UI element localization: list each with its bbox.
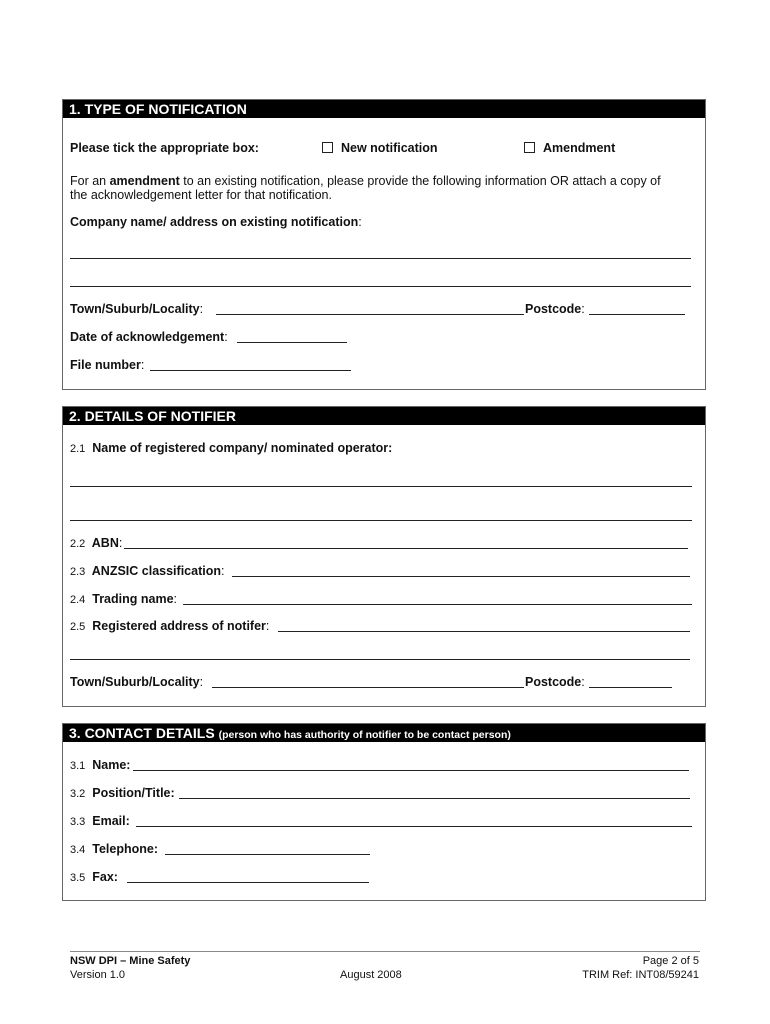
footer-rule xyxy=(70,951,700,952)
town-label-s2: Town/Suburb/Locality: xyxy=(70,675,204,689)
amendment-checkbox[interactable] xyxy=(524,142,535,153)
section-2-heading: 2. DETAILS OF NOTIFIER xyxy=(63,407,705,425)
town-label-s1: Town/Suburb/Locality: xyxy=(70,302,204,316)
footer-trim-ref: TRIM Ref: INT08/59241 xyxy=(582,969,699,981)
registered-address-label: 2.5 Registered address of notifer: xyxy=(70,619,270,633)
postcode-label-s1: Postcode: xyxy=(525,302,585,316)
company-address-line-2[interactable] xyxy=(70,286,691,287)
postcode-field-s2[interactable] xyxy=(589,687,672,688)
date-acknowledgement-field[interactable] xyxy=(237,342,347,343)
section-contact-details xyxy=(62,723,706,901)
date-acknowledgement-label: Date of acknowledgement: xyxy=(70,330,228,344)
company-address-label: Company name/ address on existing notification: xyxy=(70,215,362,229)
registered-company-label: 2.1 Name of registered company/ nominated operator: xyxy=(70,441,393,455)
amendment-instructions: For an amendment to an existing notification, please provide the following information OR attach a copy of the acknowledgement letter for that notification. xyxy=(70,174,661,202)
fax-field[interactable] xyxy=(127,882,369,883)
section-3-subheading: (person who has authority of notifier to be contact person) xyxy=(218,729,511,741)
contact-name-label: 3.1 Name: xyxy=(70,758,131,772)
email-field[interactable] xyxy=(136,826,692,827)
footer-page-number: Page 2 of 5 xyxy=(642,955,699,967)
new-notification-label: New notification xyxy=(341,141,438,155)
abn-label: 2.2 ABN: xyxy=(70,536,123,550)
company-address-line-1[interactable] xyxy=(70,258,691,259)
section-3-heading: 3. CONTACT DETAILS (person who has authority of notifier to be contact person) xyxy=(63,724,705,742)
abn-field[interactable] xyxy=(124,548,688,549)
postcode-field-s1[interactable] xyxy=(589,314,685,315)
amendment-option[interactable] xyxy=(524,141,615,155)
trading-name-label: 2.4 Trading name: xyxy=(70,592,178,606)
email-label: 3.3 Email: xyxy=(70,814,130,828)
trading-name-field[interactable] xyxy=(183,604,692,605)
footer-version: Version 1.0 xyxy=(70,969,126,981)
town-field-s1[interactable] xyxy=(216,314,524,315)
position-title-label: 3.2 Position/Title: xyxy=(70,786,175,800)
tick-box-label: Please tick the appropriate box: xyxy=(70,141,259,155)
position-title-field[interactable] xyxy=(179,798,690,799)
footer-date: August 2008 xyxy=(340,969,402,981)
file-number-field[interactable] xyxy=(150,370,351,371)
footer-organisation: NSW DPI – Mine Safety xyxy=(70,955,191,967)
telephone-label: 3.4 Telephone: xyxy=(70,842,158,856)
section-1-heading: 1. TYPE OF NOTIFICATION xyxy=(63,100,705,118)
town-field-s2[interactable] xyxy=(212,687,524,688)
telephone-field[interactable] xyxy=(165,854,370,855)
new-notification-option[interactable] xyxy=(322,141,438,155)
registered-company-line-1[interactable] xyxy=(70,486,692,487)
postcode-label-s2: Postcode: xyxy=(525,675,585,689)
registered-address-field[interactable] xyxy=(278,631,690,632)
anzsic-label: 2.3 ANZSIC classification: xyxy=(70,564,225,578)
registered-company-line-2[interactable] xyxy=(70,520,692,521)
amendment-label: Amendment xyxy=(543,141,616,155)
registered-address-line-2[interactable] xyxy=(70,659,690,660)
anzsic-field[interactable] xyxy=(232,576,690,577)
fax-label: 3.5 Fax: xyxy=(70,870,118,884)
contact-name-field[interactable] xyxy=(133,770,689,771)
new-notification-checkbox[interactable] xyxy=(322,142,333,153)
file-number-label: File number: xyxy=(70,358,145,372)
